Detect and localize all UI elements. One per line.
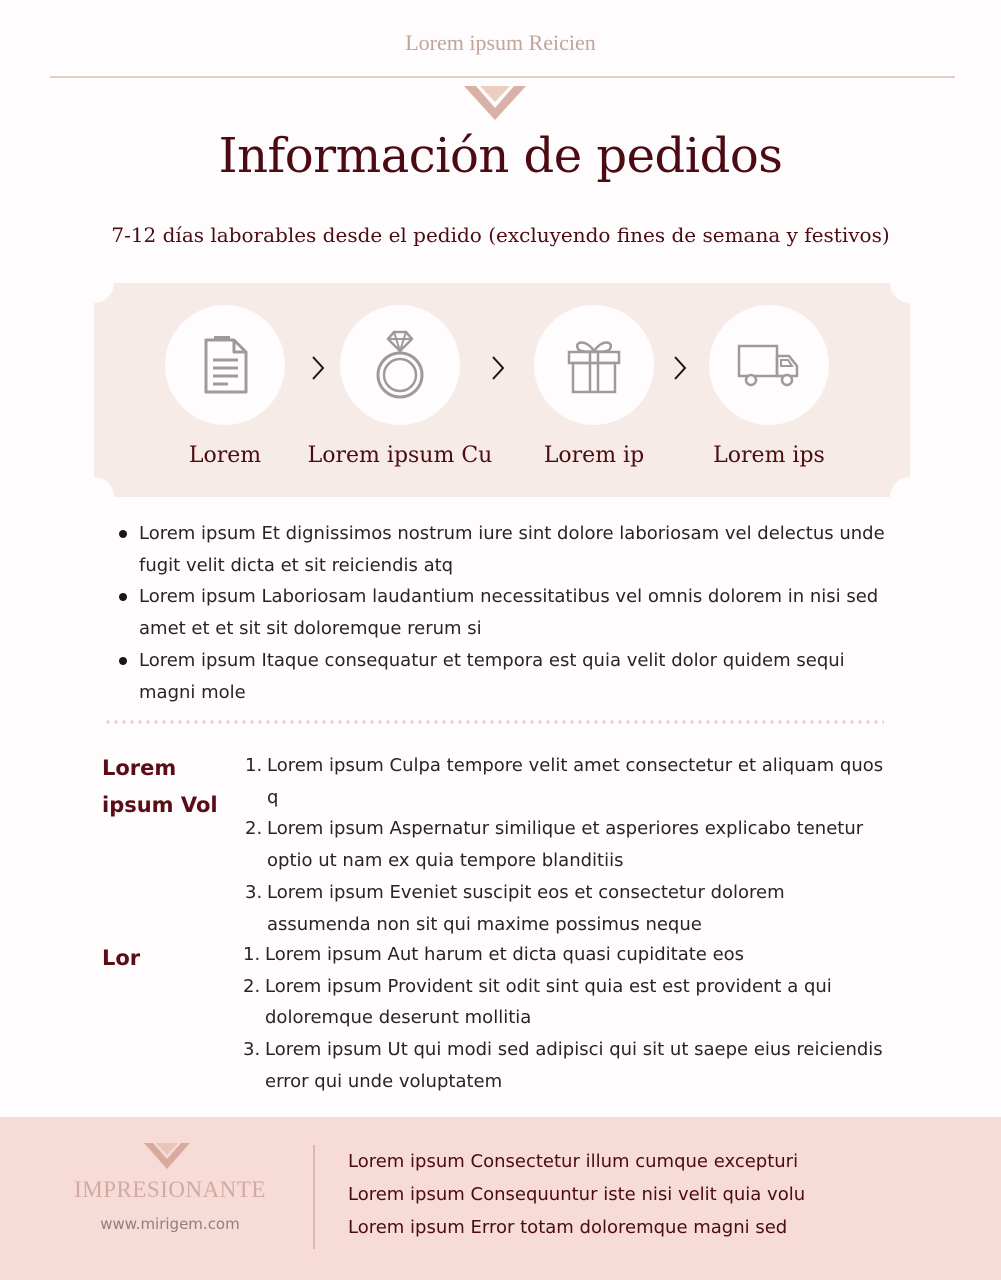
numbered-list [243,939,883,1098]
truck-icon [737,342,801,388]
brand-name: Lorem ipsum Reicien [405,30,596,55]
footer-website-link[interactable]: www.mirigem.com [100,1215,240,1233]
step-shipping [669,305,869,468]
step-icon-circle [165,305,285,425]
footer-line: Lorem ipsum Consequuntur iste nisi velit quia volu [348,1184,806,1205]
list-item: 2. Lorem ipsum Provident sit odit sint quia est est provident a qui doloremque deserunt mollitia [243,975,832,1029]
step-icon-circle [709,305,829,425]
page-title: Información de pedidos [218,128,783,184]
info-bullet-list [115,518,895,708]
ring-icon [373,329,427,401]
panel-notch [890,477,930,517]
step-label: Lorem [188,443,262,468]
list-item: Lorem ipsum Laboriosam laudantium necessitatibus vel omnis dolorem in nisi sed amet et et sit sit doloremque rerum si [115,581,895,644]
list-item: 1. Lorem ipsum Culpa tempore velit amet consectetur et aliquam quos q [245,755,884,808]
footer-text [348,1145,805,1244]
list-item: 3. Lorem ipsum Eveniet suscipit eos et consectetur dolorem assumenda non sit qui maxime possimus neque [245,881,785,935]
footer-line: Lorem ipsum Consectetur illum cumque excepturi [348,1151,799,1172]
document-icon [200,334,250,396]
step-label: Lorem ips [713,443,825,468]
diamond-logo-icon [462,80,528,122]
section-label: Lor [102,946,141,970]
step-label: Lorem ip [543,443,645,468]
header-divider [50,76,955,78]
step-production [300,305,500,468]
gift-icon [566,335,622,395]
list-item: 1. Lorem ipsum Aut harum et dicta quasi cupiditate eos [243,944,745,965]
list-item: 2. Lorem ipsum Aspernatur similique et asperiores explicabo tenetur optio ut nam ex quia tempore blanditiis [245,818,864,872]
step-packaging [494,305,694,468]
list-item: Lorem ipsum Itaque consequatur et tempora est quia velit dolor quidem sequi magni mole [115,645,895,708]
dotted-divider [104,720,884,724]
step-icon-circle [534,305,654,425]
section-label: Lorem ipsum Vol [102,756,218,817]
numbered-list [245,750,885,940]
step-icon-circle [340,305,460,425]
panel-notch [890,263,930,303]
list-item: 3. Lorem ipsum Ut qui modi sed adipisci qui sit ut saepe eius reiciendis error qui unde voluptatem [243,1039,883,1092]
order-steps-panel [94,283,910,497]
step-label: Lorem ipsum Cu [307,443,493,468]
footer-brand: IMPRESIONANTE [74,1177,266,1202]
footer-divider [313,1145,315,1249]
footer [0,1117,1001,1280]
list-item: Lorem ipsum Et dignissimos nostrum iure sint dolore laboriosam vel delectus unde fugit velit dicta et sit reiciendis atq [115,518,895,581]
footer-line: Lorem ipsum Error totam doloremque magni sed [348,1217,788,1238]
delivery-time-subtitle: 7-12 días laborables desde el pedido (excluyendo fines de semana y festivos) [111,223,890,247]
step-order [125,305,325,468]
panel-notch [74,477,114,517]
diamond-logo-icon [143,1139,191,1171]
panel-notch [74,263,114,303]
